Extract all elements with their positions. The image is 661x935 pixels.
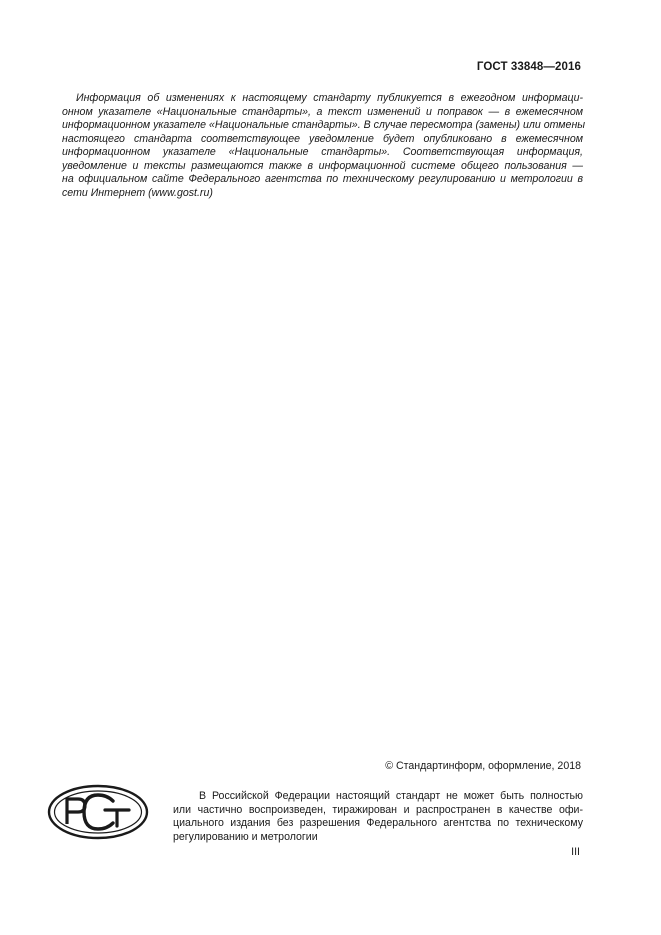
page-number: III (571, 846, 580, 858)
legal-line-2: или частично воспроизведен, тиражирован и распространен в качестве офи- (173, 803, 583, 816)
info-paragraph (62, 92, 586, 200)
info-line-4: настоящего стандарта соответствующее уведомление будет опубликовано в ежемесячном (62, 132, 583, 145)
standard-code-header: ГОСТ 33848—2016 (476, 61, 581, 73)
info-line-6: уведомление и тексты размещаются также в информационной системе общего пользования — (62, 159, 583, 172)
info-line-7: на официальном сайте Федерального агентства по техническому регулированию и метрологии в (62, 173, 583, 186)
info-line-1: Информация об изменениях к настоящему стандарту публикуется в ежегодном информаци- (76, 92, 583, 104)
info-line-8: сети Интернет (www.gost.ru) (62, 186, 213, 199)
info-line-5: информационном указателе «Национальные стандарты». Соответствующая информация, (62, 146, 583, 159)
legal-notice (173, 790, 583, 844)
info-line-3: информационном указателе «Национальные стандарты». В случае пересмотра (замены) или отмены (62, 119, 586, 132)
info-line-2: онном указателе «Национальные стандарты», а текст изменений и поправок — в ежемесячном (62, 105, 583, 118)
legal-line-1: В Российской Федерации настоящий стандарт не может быть полностью (199, 790, 583, 802)
legal-line-3: циального издания без разрешения Федерального агентства по техническому (173, 817, 583, 830)
rst-certification-mark-icon (47, 784, 149, 840)
copyright-notice: © Стандартинформ, оформление, 2018 (385, 760, 581, 772)
legal-line-4: регулированию и метрологии (173, 830, 318, 843)
